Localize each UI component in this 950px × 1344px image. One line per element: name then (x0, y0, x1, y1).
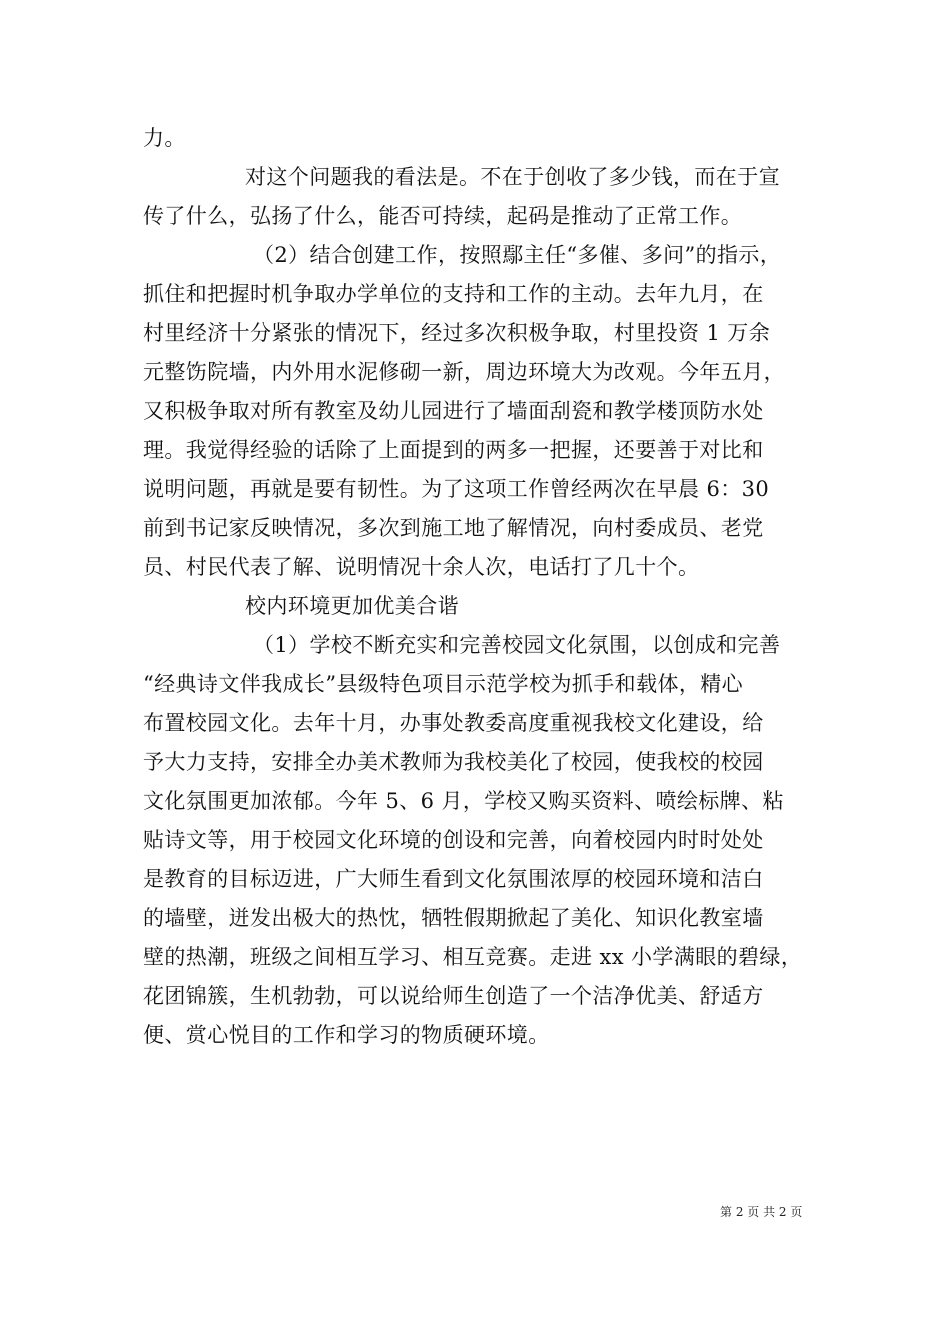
section-heading: 校内环境更加优美合谐 (245, 594, 459, 618)
text-line: 传了什么，弘扬了什么，能否可持续，起码是推动了正常工作。 (143, 204, 743, 228)
paragraph-start-line: 对这个问题我的看法是。不在于创收了多少钱，而在于宣 (245, 165, 780, 189)
text-line: 花团锦簇，生机勃勃，可以说给师生创造了一个洁净优美、舒适方 (143, 984, 764, 1008)
text-line: 便、赏心悦目的工作和学习的物质硬环境。 (143, 1023, 550, 1047)
text-line: “经典诗文伴我成长”县级特色项目示范学校为抓手和载体，精心 (143, 672, 744, 696)
text-line: 文化氛围更加浓郁。今年 5、6 月，学校又购买资料、喷绘标牌、粘 (143, 789, 784, 813)
text-line: 布置校园文化。去年十月，办事处教委高度重视我校文化建设，给 (143, 711, 764, 735)
page-number-footer: 第 2 页 共 2 页 (720, 1205, 803, 1219)
text-line: 又积极争取对所有教室及幼儿园进行了墙面刮瓷和教学楼顶防水处 (143, 399, 764, 423)
text-line: 壁的热潮，班级之间相互学习、相互竞赛。走进 xx 小学满眼的碧绿， (143, 945, 803, 969)
text-line: 是教育的目标迈进，广大师生看到文化氛围浓厚的校园环境和洁白 (143, 867, 764, 891)
text-line: 村里经济十分紧张的情况下，经过多次积极争取，村里投资 1 万余 (143, 321, 771, 345)
text-line: 贴诗文等，用于校园文化环境的创设和完善，向着校园内时时处处 (143, 828, 764, 852)
paragraph-start-line: （1）学校不断充实和完善校园文化氛围，以创成和完善 (253, 633, 781, 657)
text-line: 予大力支持，安排全办美术教师为我校美化了校园，使我校的校园 (143, 750, 764, 774)
text-line: 的墙壁，迸发出极大的热忱，牺牲假期掀起了美化、知识化教室墙 (143, 906, 764, 930)
text-line: 元整饬院墙，内外用水泥修砌一新，周边环境大为改观。今年五月， (143, 360, 785, 384)
text-line: 前到书记家反映情况，多次到施工地了解情况，向村委成员、老党 (143, 516, 764, 540)
text-line: 员、村民代表了解、说明情况十余人次，电话打了几十个。 (143, 555, 700, 579)
body-text (143, 119, 808, 1055)
text-line: 抓住和把握时机争取办学单位的支持和工作的主动。去年九月，在 (143, 282, 764, 306)
text-line: 理。我觉得经验的话除了上面提到的两多一把握，还要善于对比和 (143, 438, 764, 462)
text-line: 力。 (143, 126, 186, 150)
text-line: 说明问题，再就是要有韧性。为了这项工作曾经两次在早晨 6：30 (143, 477, 770, 501)
paragraph-start-line: （2）结合创建工作，按照鄢主任“多催、多问”的指示， (253, 243, 782, 267)
